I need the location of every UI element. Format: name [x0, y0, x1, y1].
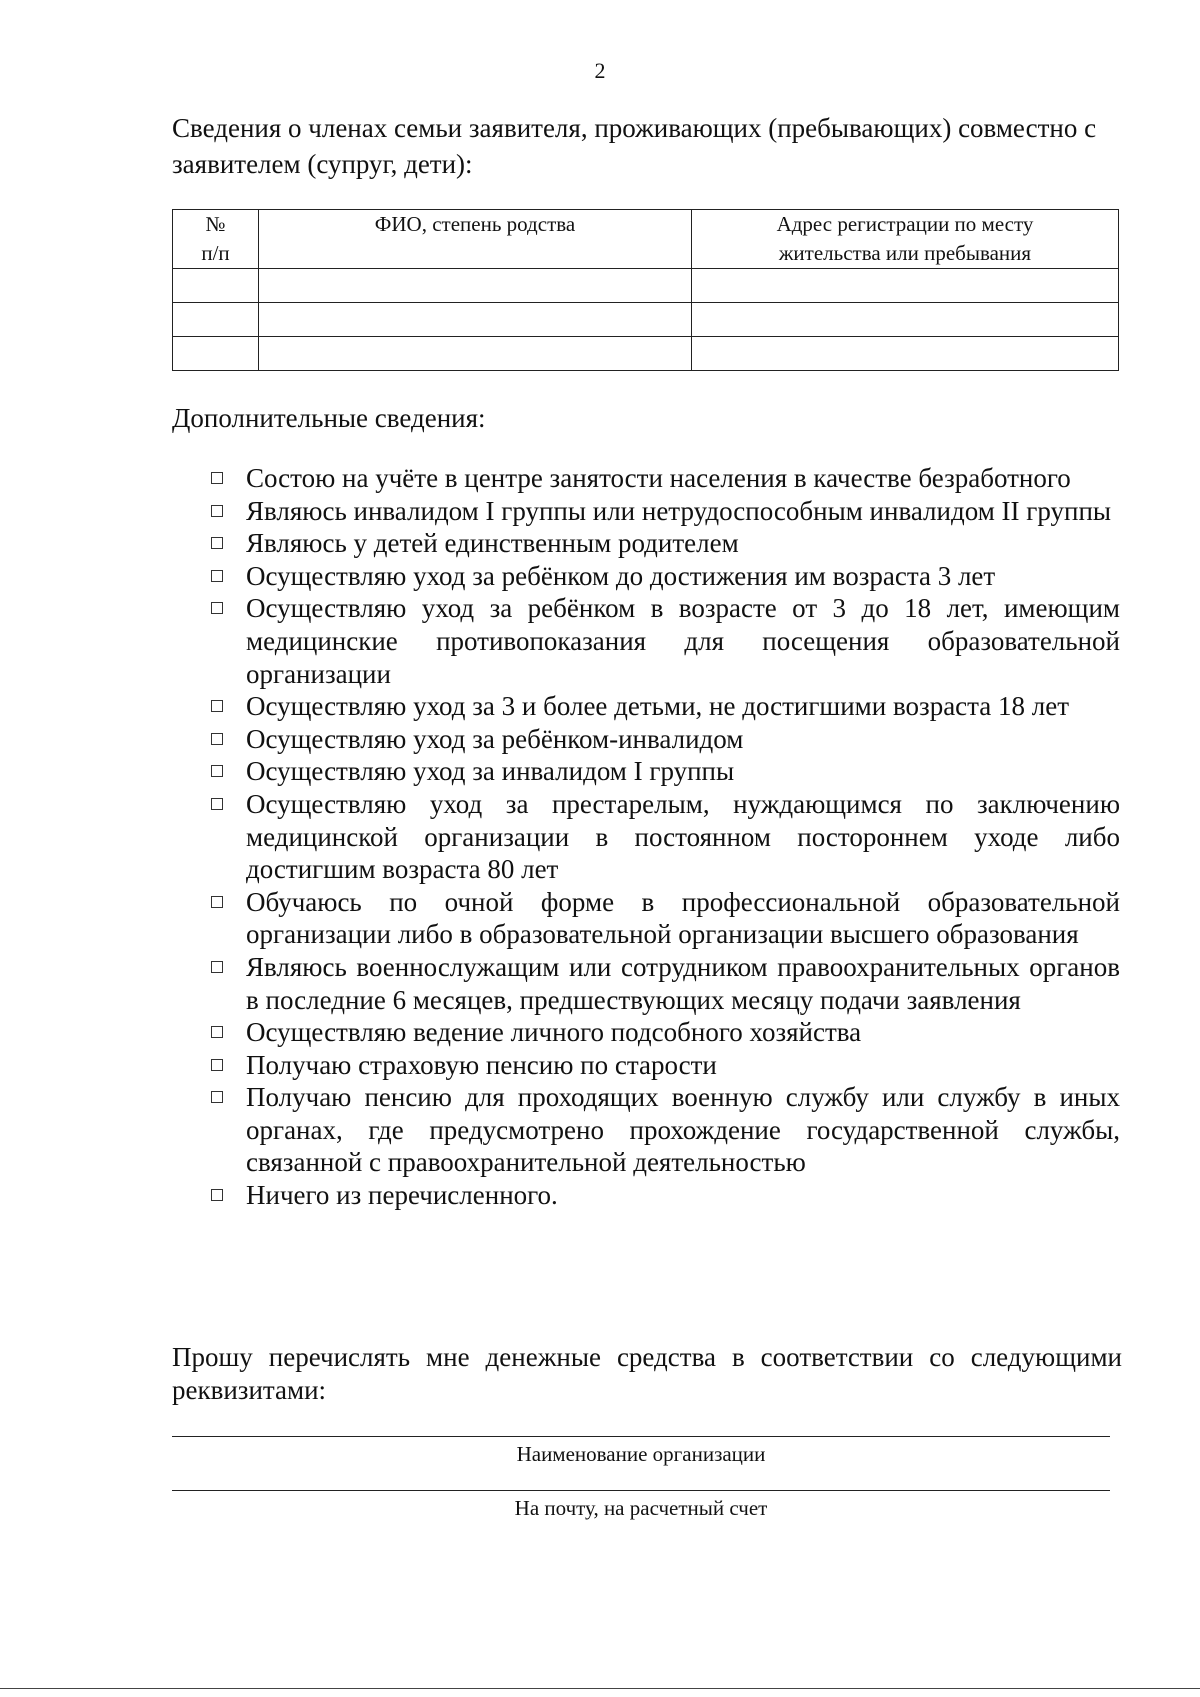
checklist-item-label: Осуществляю уход за инвалидом I группы — [246, 756, 735, 787]
delivery-method-caption: На почту, на расчетный счет — [514, 1496, 768, 1520]
checklist-item — [208, 1049, 1120, 1082]
checkbox[interactable] — [211, 896, 223, 908]
checkbox[interactable] — [211, 700, 223, 712]
table-cell-address[interactable] — [692, 269, 1119, 303]
column-header-number-line-1: № — [205, 212, 226, 236]
checklist-item-label: Осуществляю уход за ребёнком до достижения им возраста 3 лет — [246, 560, 996, 591]
column-header-address-line-2: жительства или пребывания — [778, 241, 1032, 265]
checklist-item — [208, 1081, 1120, 1179]
table-cell-address[interactable] — [692, 337, 1119, 371]
table-header-row — [173, 210, 1119, 269]
checklist-item — [208, 755, 1120, 788]
additional-info-heading: Дополнительные сведения: — [172, 403, 486, 433]
page-bottom-rule — [0, 1688, 1200, 1689]
checkbox[interactable] — [211, 472, 223, 484]
table-row — [173, 269, 1119, 303]
table-cell-name[interactable] — [259, 337, 692, 371]
checkbox[interactable] — [211, 1026, 223, 1038]
checklist-item-label: Состою на учёте в центре занятости населения в качестве безработного — [246, 463, 1071, 493]
checklist-item — [208, 462, 1120, 495]
column-header-address — [692, 210, 1119, 269]
column-header-name — [259, 210, 692, 269]
checklist-item-label: Осуществляю уход за ребёнком в возрасте от 3 до 18 лет, имеющим медицинские противопоказания для посещения образовательной организации — [246, 593, 1120, 689]
checklist-item — [208, 495, 1120, 528]
checklist-item-label: Являюсь у детей единственным родителем — [246, 528, 739, 559]
column-header-name-text: ФИО, степень родства — [374, 212, 576, 236]
checklist-item — [208, 788, 1120, 886]
checklist-item-label: Ничего из перечисленного. — [246, 1180, 558, 1211]
family-members-table — [172, 209, 1119, 371]
checkbox[interactable] — [211, 961, 223, 973]
checklist-item — [208, 951, 1120, 1016]
table-cell-number[interactable] — [173, 303, 259, 337]
checklist-item — [208, 1016, 1120, 1049]
checklist-item-label: Являюсь военнослужащим или сотрудником правоохранительных органов в последние 6 месяцев, предшествующих месяцу подачи заявления — [246, 951, 1120, 1015]
table-cell-name[interactable] — [259, 303, 692, 337]
page-number: 2 — [594, 58, 606, 83]
checklist-item — [208, 592, 1120, 690]
family-info-heading: Сведения о членах семьи заявителя, проживающих (пребывающих) совместно с заявителем (супруг, дети): — [172, 113, 1097, 179]
checklist-item — [208, 690, 1120, 723]
checklist-item — [208, 527, 1120, 560]
checkbox[interactable] — [211, 1059, 223, 1071]
column-header-number-line-2: п/п — [201, 241, 230, 265]
table-cell-address[interactable] — [692, 303, 1119, 337]
checkbox[interactable] — [211, 798, 223, 810]
table-cell-number[interactable] — [173, 269, 259, 303]
checklist-item-label: Осуществляю уход за престарелым, нуждающимся по заключению медицинской организации в постоянном постороннем уходе либо достигшим возраста 80 лет — [246, 788, 1120, 885]
checklist-item-label: Осуществляю уход за 3 и более детьми, не достигшими возраста 18 лет — [246, 691, 1070, 722]
checklist-item-label: Являюсь инвалидом I группы или нетрудоспособным инвалидом II группы — [246, 495, 1112, 526]
checkbox[interactable] — [211, 537, 223, 549]
checklist-item-label: Осуществляю уход за ребёнком-инвалидом — [246, 723, 744, 754]
checkbox[interactable] — [211, 1091, 223, 1103]
checkbox[interactable] — [211, 765, 223, 777]
checklist-item-label: Обучаюсь по очной форме в профессиональной образовательной организации либо в образовательной организации высшего образования — [246, 886, 1120, 950]
checklist-item-label: Получаю пенсию для проходящих военную службу или службу в иных органах, где предусмотрено прохождение государственной службы, связанной с правоохранительной деятельностью — [246, 1082, 1120, 1178]
checklist-item — [208, 723, 1120, 756]
table-cell-number[interactable] — [173, 337, 259, 371]
table-cell-name[interactable] — [259, 269, 692, 303]
column-header-address-line-1: Адрес регистрации по месту — [776, 212, 1034, 236]
additional-info-checklist — [208, 462, 1120, 1212]
checkbox[interactable] — [211, 1189, 223, 1201]
table-row — [173, 303, 1119, 337]
checkbox[interactable] — [211, 570, 223, 582]
checkbox[interactable] — [211, 602, 223, 614]
table-row — [173, 337, 1119, 371]
payment-request-text: Прошу перечислять мне денежные средства в соответствии со следующими реквизитами: — [172, 1342, 1122, 1405]
checklist-item — [208, 560, 1120, 593]
checkbox[interactable] — [211, 505, 223, 517]
column-header-number — [173, 210, 259, 269]
organization-name-caption: Наименование организации — [516, 1442, 766, 1466]
checklist-item-label: Получаю страховую пенсию по старости — [246, 1049, 717, 1080]
delivery-method-field[interactable] — [172, 1490, 1110, 1491]
checklist-item — [208, 886, 1120, 951]
checklist-item-label: Осуществляю ведение личного подсобного хозяйства — [246, 1017, 862, 1048]
checkbox[interactable] — [211, 733, 223, 745]
organization-name-field[interactable] — [172, 1436, 1110, 1437]
checklist-item — [208, 1179, 1120, 1212]
